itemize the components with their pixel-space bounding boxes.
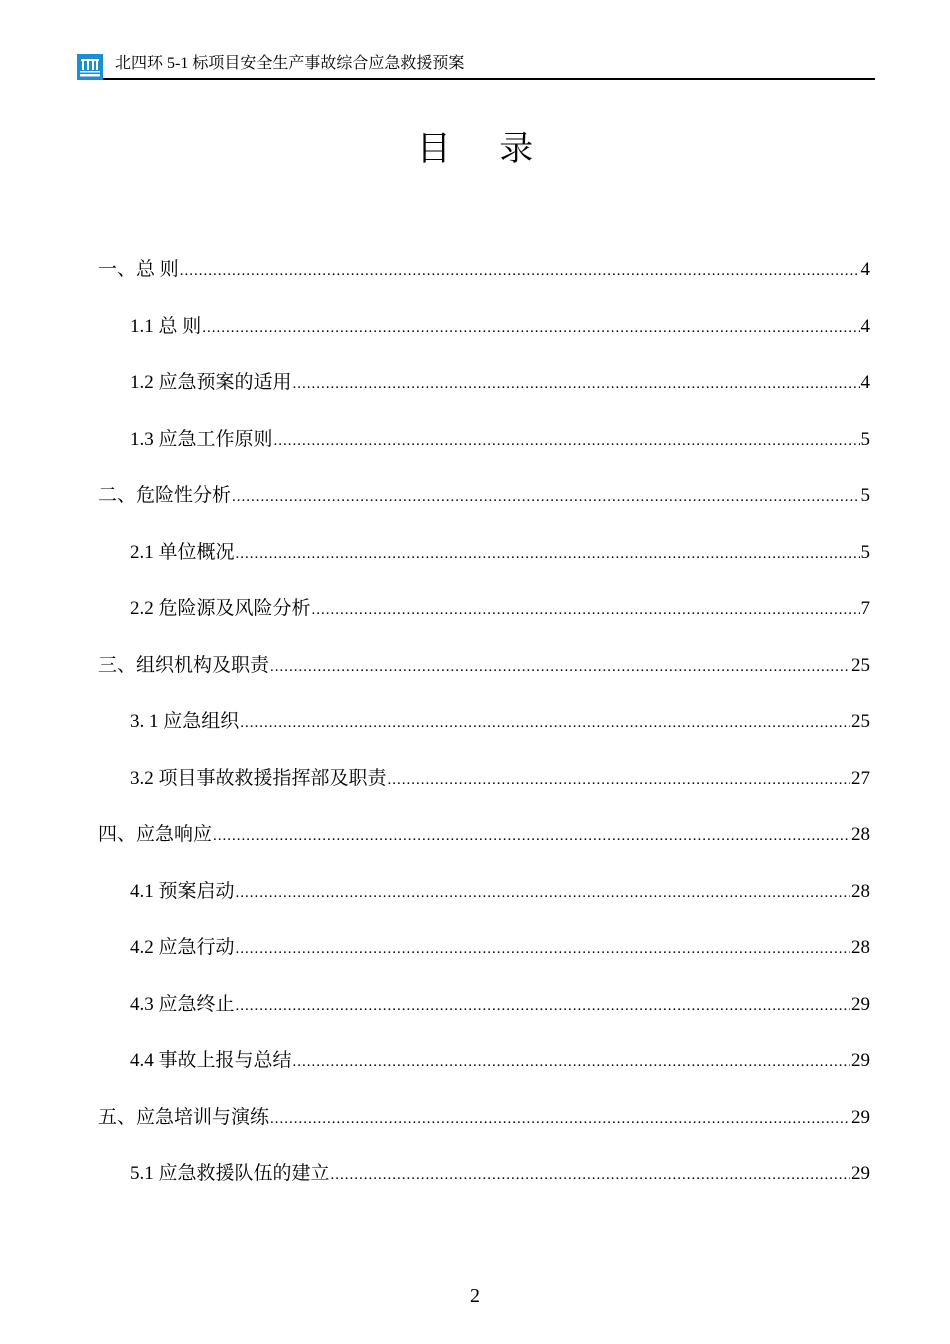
- toc-entry-label: 1.1 总 则: [130, 315, 202, 337]
- toc-entry-page: 4: [860, 259, 870, 280]
- toc-entry[interactable]: [98, 314, 870, 371]
- toc-entry-page: 5: [860, 541, 870, 563]
- toc-entry[interactable]: [98, 1105, 870, 1162]
- toc-entry[interactable]: [98, 879, 870, 936]
- toc-entry[interactable]: [98, 1048, 870, 1105]
- toc-entry-label: 二、危险性分析: [98, 485, 232, 506]
- toc-entry[interactable]: [98, 540, 870, 597]
- toc-entry-page: 7: [860, 598, 870, 619]
- toc-leader-dots: [312, 597, 860, 623]
- toc-entry-page: 27: [851, 767, 870, 789]
- toc-entry-label: 4.2 应急行动: [130, 937, 235, 958]
- toc-entry[interactable]: [98, 653, 870, 710]
- toc-title: 目 录: [416, 131, 554, 168]
- toc-leader-dots: [274, 428, 860, 454]
- toc-entry-label: 4.4 事故上报与总结: [130, 1050, 292, 1071]
- toc-entry-page: 29: [851, 1163, 870, 1184]
- header-title: 北四环 5-1 标项目安全生产事故综合应急救援预案: [115, 55, 465, 72]
- toc-entry[interactable]: [98, 822, 870, 879]
- toc-entry-page: 28: [851, 824, 870, 845]
- toc-leader-dots: [236, 993, 850, 1019]
- toc-entry-label: 2.1 单位概况: [130, 541, 235, 563]
- toc-entry[interactable]: [98, 370, 870, 427]
- toc-entry-label: 三、组织机构及职责: [98, 654, 270, 676]
- company-logo-icon: [77, 54, 103, 80]
- toc-leader-dots: [293, 371, 860, 397]
- toc-leader-dots: [180, 258, 860, 284]
- toc-leader-dots: [270, 1106, 850, 1132]
- toc-entry-label: 四、应急响应: [98, 824, 213, 845]
- toc-entry[interactable]: [98, 935, 870, 992]
- toc-entry-page: 29: [851, 1050, 870, 1071]
- toc-entry-page: 5: [860, 485, 870, 506]
- toc-entry[interactable]: [98, 992, 870, 1049]
- toc-entry-label: 1.3 应急工作原则: [130, 428, 273, 450]
- toc-entry-label: 一、总 则: [98, 259, 179, 280]
- toc-leader-dots: [232, 484, 859, 510]
- toc-entry-label: 五、应急培训与演练: [98, 1106, 270, 1128]
- toc-entry-label: 5.1 应急救援队伍的建立: [130, 1163, 330, 1184]
- toc-entry[interactable]: [98, 766, 870, 823]
- toc-entry-page: 28: [851, 937, 870, 958]
- toc-entry-page: 5: [860, 428, 870, 450]
- toc-entry-label: 2.2 危险源及风险分析: [130, 598, 311, 619]
- toc-leader-dots: [388, 767, 850, 793]
- toc-entry[interactable]: [98, 483, 870, 540]
- toc-entry[interactable]: [98, 1161, 870, 1218]
- toc-entry-page: 29: [851, 993, 870, 1015]
- toc-leader-dots: [236, 541, 860, 567]
- toc-leader-dots: [270, 654, 850, 680]
- toc-leader-dots: [240, 710, 850, 736]
- toc-leader-dots: [213, 823, 850, 849]
- toc-entry-page: 25: [851, 711, 870, 732]
- toc-entry-page: 29: [851, 1106, 870, 1128]
- toc-leader-dots: [236, 936, 850, 962]
- page-number: 2: [470, 1285, 480, 1307]
- toc-leader-dots: [293, 1049, 850, 1075]
- toc-entry-label: 3. 1 应急组织: [130, 711, 240, 732]
- page-header: [77, 52, 875, 80]
- toc-entry-label: 4.3 应急终止: [130, 993, 235, 1015]
- toc-leader-dots: [236, 880, 850, 906]
- toc-entry-page: 4: [860, 372, 870, 393]
- toc-entry-label: 1.2 应急预案的适用: [130, 372, 292, 393]
- toc-entry-label: 3.2 项目事故救援指挥部及职责: [130, 767, 387, 789]
- toc-entry[interactable]: [98, 709, 870, 766]
- toc-leader-dots: [202, 315, 859, 341]
- table-of-contents: [98, 257, 870, 1218]
- toc-entry[interactable]: [98, 427, 870, 484]
- toc-entry-page: 25: [851, 654, 870, 676]
- toc-entry-page: 28: [851, 880, 870, 902]
- toc-leader-dots: [331, 1162, 850, 1188]
- toc-entry-label: 4.1 预案启动: [130, 880, 235, 902]
- toc-entry[interactable]: [98, 257, 870, 314]
- toc-entry-page: 4: [860, 315, 870, 337]
- toc-entry[interactable]: [98, 596, 870, 653]
